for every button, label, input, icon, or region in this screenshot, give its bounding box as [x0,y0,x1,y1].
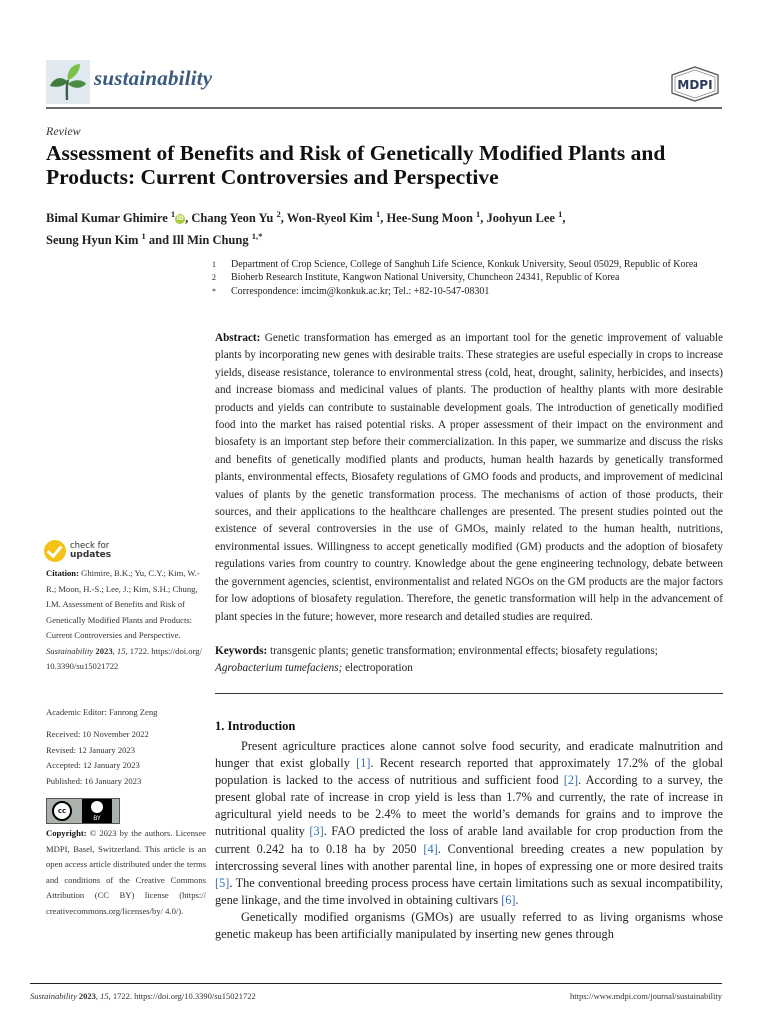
footer-divider [30,983,722,984]
article-title: Assessment of Benefits and Risk of Genetically Modified Plants and Products: Current Controversies and Perspective [46,141,666,189]
reference-link[interactable]: [1] [356,756,371,771]
keywords-label: Keywords: [215,645,268,657]
author[interactable]: Chang Yeon Yu [191,211,274,226]
cc-by-license-badge[interactable] [46,798,120,824]
affiliation: 2 Bioherb Research Institute, Kangwon National University, Chuncheon 24341, Republic of Korea [212,272,620,284]
cc-icon: cc [52,801,72,821]
orcid-icon[interactable]: iD [176,215,184,223]
academic-editor: Academic Editor: Fanrong Zeng [46,707,158,717]
copyright-notice: Copyright: © 2023 by the authors. Licensee MDPI, Basel, Switzerland. This article is an open access article distributed under the terms and conditions of the Creative Commons Attribution (CC BY) license (https:// creativecommons.org/licenses/by/ 4.0/). [46,828,206,916]
journal-logo [46,60,90,104]
author[interactable]: Ill Min Chung [172,233,249,248]
reference-link[interactable]: [6] [501,892,516,907]
section-heading-introduction: 1. Introduction [215,719,296,733]
article-type: Review [46,124,81,138]
doi-link[interactable]: , 1722. https://doi.org/ 10.3390/su15021722 [46,645,202,671]
checkmark-icon [44,540,66,562]
citation: Citation: Ghimire, B.K.; Yu, C.Y.; Kim, W.-R.; Moon, H.-S.; Lee, J.; Kim, S.H.; Chung, I.M. Assessment of Benefits and Risk of Genetically Modified Plants and Products: Current Controversies and Perspective. Sustainability 2023, 15, 1722. https://doi.org/ 10.3390/su15021722 [46,568,202,671]
introduction-body [215,738,723,943]
svg-text:MDPI: MDPI [677,78,713,92]
paragraph: Present agriculture practices alone cannot solve food security, and eradicate malnutrition and hunger that exist globally [1]. Recent research reported that approximately 17.2% of the global population is lacked to the access of nutritious and sufficient food [2]. According to a survey, the present global rate of increase in crop yield is less than 1.7% and currently, the rate of increase in agricultural yield needs to be 2.4% to meet the world’s demands for grains and to improve the nutritional quality [3]. FAO predicted the loss of arable land available for crop production from the current 0.242 ha to 0.18 ha by 2050 [4]. Conventional breeding creates a new population by intercrossing several lines with another parental line, in hopes of expressing one or more desired traits [5]. The conventional breeding process process have certain limitations such as sexual incompatibility, gene linkage, and the time involved in obtaining cultivars [6]. [215,739,723,907]
check-for-updates-button[interactable]: check for updates [44,540,111,562]
reference-link[interactable]: [5] [215,875,230,890]
sprout-icon [46,60,90,104]
accepted-date: Accepted: 12 January 2023 [46,760,140,770]
journal-url-link[interactable]: https://www.mdpi.com/journal/sustainability [570,991,722,1001]
publication-dates [46,727,206,789]
footer-citation: Sustainability 2023, 15, 1722. https://doi.org/10.3390/su15021722 [30,991,256,1001]
paragraph: Genetically modified organisms (GMOs) are usually referred to as living organisms whose genetic makeup has been artificially manipulated by inserting new genes through [215,909,723,942]
correspondence: * Correspondence: imcim@konkuk.ac.kr; Tel.: +82-10-547-08301 [212,285,490,297]
footer-doi-link[interactable]: , 1722. https://doi.org/10.3390/su15021722 [108,991,256,1001]
by-icon: BY [82,799,112,823]
reference-link[interactable]: [2] [563,773,579,788]
journal-name: sustainability [94,66,213,90]
affiliation: 1 Department of Crop Science, College of Sanghuh Life Science, Konkuk University, Seoul 05029, Republic of Korea [212,259,698,270]
mdpi-logo [668,66,722,102]
reference-link[interactable]: [4] [423,841,438,856]
author[interactable]: Bimal Kumar Ghimire [46,211,168,226]
received-date: Received: 10 November 2022 [46,729,149,739]
abstract-text: Genetic transformation has emerged as an important tool for the genetic improvement of valuable plants by incorporating new genes with desirable traits. These strategies are useful especially in crops to increase yields, disease resistance, tolerance to environmental stress (cold, heat, drought, salinity, herbicides, and insects) and increase biomass and medicinal values of plants. The production of healthy plants with more desirable products and yields can contribute to sustainable development goals. The introduction of genetically modified food into the market has raised potential risks. A proper assessment of their impact on the environment and biosafety is an important step before their commercialization. In this paper, we summarize and discuss the risks and benefits of genetically modified plants and products, human health hazards by genetically transformed plants, environmental effects, Biosafety regulations of GMO foods and products, and improvement of medicinal values of plants by the genetic transformation process. The mechanisms of action of those products, their sources, and their applications to the healthcare challenges are presented. The present studies pointed out the existence of several controversies in the use of GMOs, mainly related to the human health, nutritions, environmental issues. Willingness to accept genetically modified (GM) products and the adoption of biosafety regulations varies from country to country. Knowledge about the gene engineering technology, debate between the government agencies, scientist, environmentalist and related NGOs on the GM products are the major factors for low adoptions of biosafety regulation. Therefore, the genetic transformation will help in the advancement of plant species in the future; however, more research and detailed studies are required. [215,332,723,623]
header-divider [46,107,722,109]
author[interactable]: Won-Ryeol Kim [286,211,373,226]
published-date: Published: 16 January 2023 [46,775,142,786]
keywords: Keywords: transgenic plants; genetic transformation; environmental effects; biosafety regulations; Agrobacterium tumefaciens; electroporation [215,645,658,675]
author[interactable]: Hee-Sung Moon [386,211,473,226]
author[interactable]: Joohyun Lee [486,211,555,226]
abstract [215,330,723,626]
revised-date: Revised: 12 January 2023 [46,744,136,755]
abstract-label: Abstract: [215,332,261,344]
reference-link[interactable]: [3] [309,824,324,839]
keywords-divider [215,693,723,694]
author-list: Bimal Kumar Ghimire $^1$iD, Chang Yeon Yu $^2$, Won-Ryeol Kim $^1$, Hee-Sung Moon $^1$, Joohyun Lee $^1$, Seung Hyun Kim $^1$ and Ill Min Chung $^{1,*}$ [46,209,566,248]
author[interactable]: Seung Hyun Kim [46,233,139,248]
affiliations [212,258,712,298]
